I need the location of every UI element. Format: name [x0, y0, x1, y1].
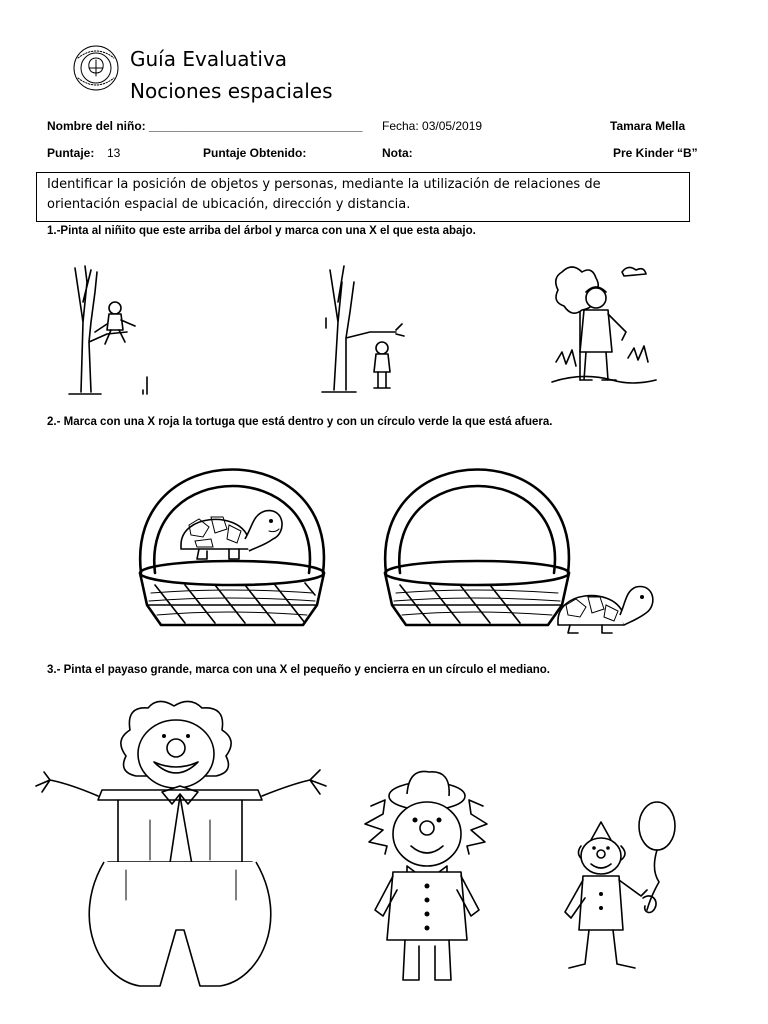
score-label: Puntaje:: [47, 146, 95, 160]
question-3: 3.- Pinta el payaso grande, marca con una X el pequeño y encierra en un círculo el mediano.: [47, 664, 550, 676]
score-obtained-field[interactable]: Puntaje Obtenido:: [203, 146, 307, 160]
date-field: Fecha: 03/05/2019: [382, 119, 483, 133]
small-clown[interactable]: [555, 800, 695, 975]
page-subtitle: Nociones espaciales: [130, 79, 333, 103]
tree-boy-below[interactable]: [320, 262, 420, 397]
basket-turtle-outside[interactable]: [370, 455, 660, 645]
question-1: 1.-Pinta al niñito que este arriba del árbol y marca con una X el que esta abajo.: [47, 225, 476, 237]
big-clown[interactable]: [30, 700, 340, 990]
tree-boy-above[interactable]: [55, 262, 155, 397]
grade-field[interactable]: Nota:: [382, 146, 413, 160]
medium-clown[interactable]: [355, 770, 500, 990]
boy-tree-picture[interactable]: [552, 262, 662, 390]
student-name-field[interactable]: Nombre del niño: ________________________________: [47, 119, 363, 133]
score-value: 13: [107, 146, 121, 160]
objective-line-1: Identificar la posición de objetos y personas, mediante la utilización de relaciones de: [47, 177, 601, 192]
school-logo: [70, 44, 126, 92]
teacher-name: Tamara Mella: [610, 119, 686, 133]
question-2: 2.- Marca con una X roja la tortuga que está dentro y con un círculo verde la que está afuera.: [47, 416, 553, 428]
page-title: Guía Evaluativa: [130, 47, 288, 71]
basket-turtle-inside[interactable]: [125, 455, 340, 645]
class-name: Pre Kinder “B”: [613, 146, 698, 160]
objective-box: [36, 172, 690, 222]
objective-line-2: orientación espacial de ubicación, dirección y distancia.: [47, 197, 411, 212]
